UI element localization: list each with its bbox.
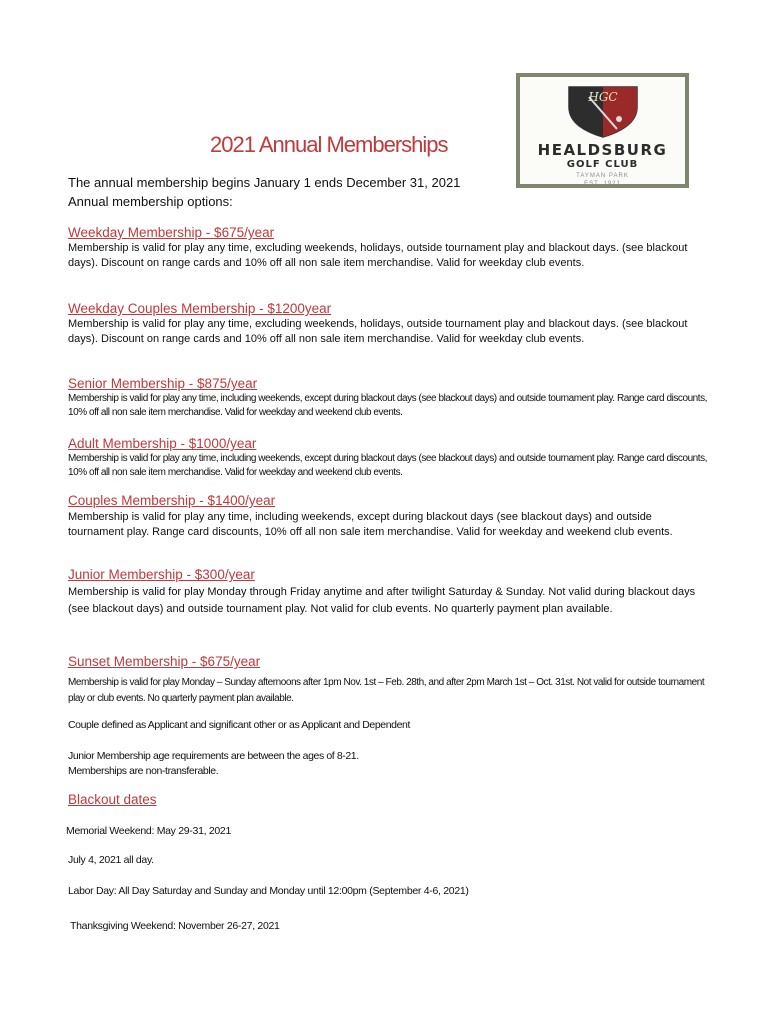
couples-membership-heading[interactable]: Couples Membership - $1400/year [68,493,276,508]
club-logo [516,73,689,188]
logo-subtitle: GOLF CLUB [566,159,639,170]
logo-est: EST. 1921 [584,181,621,187]
blackout-date-thanksgiving: Thanksgiving Weekend: November 26-27, 2021 [70,920,280,932]
weekday-couples-membership-heading[interactable]: Weekday Couples Membership - $1200year [68,301,332,316]
senior-membership-text: Membership is valid for play any time, including weekends, except during blackout days (see blackout days) and outside tournament play. Range card discounts, 10% off all non sale item merchandise. Valid for weekday and weekend club events. [68,393,707,418]
adult-membership-text: Membership is valid for play any time, including weekends, except during blackout days (see blackout days) and outside tournament play. Range card discounts, 10% off all non sale item merchandise. Valid for weekday and weekend club events. [68,453,707,478]
page-title: 2021 Annual Memberships [210,132,448,157]
weekday-couples-membership-text: Membership is valid for play any time, excluding weekends, holidays, outside tournament play and blackout days. (see blackout days). Discount on range cards and 10% off all non sale item merchandise. Valid for weekday club events. [68,318,688,345]
note-junior-age: Junior Membership age requirements are between the ages of 8-21. [68,750,359,762]
note-non-transferable: Memberships are non-transferable. [68,765,219,777]
sunset-membership-heading[interactable]: Sunset Membership - $675/year [68,654,261,669]
junior-membership-text: Membership is valid for play Monday through Friday anytime and after twilight Saturday & Sunday. Not valid during blackout days (see blackout days) and outside tournament play. Not valid for club events. No quarterly payment plan available. [68,586,696,615]
adult-membership-heading[interactable]: Adult Membership - $1000/year [68,436,257,451]
intro-line-1: The annual membership begins January 1 ends December 31, 2021 [68,175,461,190]
blackout-date-memorial: Memorial Weekend: May 29-31, 2021 [66,825,231,837]
sunset-membership-text: Membership is valid for play Monday – Sunday afternoons after 1pm Nov. 1st – Feb. 28th, and after 2pm March 1st – Oct. 31st. Not valid for outside tournament play or club events. No quarterly payment plan available. [68,677,705,704]
blackout-dates-heading[interactable]: Blackout dates [68,792,157,807]
junior-membership-heading[interactable]: Junior Membership - $300/year [68,567,255,582]
blackout-date-labor-day: Labor Day: All Day Saturday and Sunday and Monday until 12:00pm (September 4-6, 2021) [68,885,469,897]
couples-membership-text: Membership is valid for play any time, including weekends, except during blackout days (see blackout days) and outside tournament play. Range card discounts, 10% off all non sale item merchandise. Valid for weekday and weekend club events. [68,511,673,538]
svg-text:HGC: HGC [588,90,618,104]
note-couple-definition: Couple defined as Applicant and significant other or as Applicant and Dependent [68,719,410,731]
logo-name: HEALDSBURG [537,141,668,159]
intro-line-2: Annual membership options: [68,194,233,209]
weekday-membership-heading[interactable]: Weekday Membership - $675/year [68,225,275,240]
crest-icon [565,83,641,139]
logo-park: TAYMAN PARK [576,173,629,179]
weekday-membership-text: Membership is valid for play any time, excluding weekends, holidays, outside tournament play and blackout days. (see blackout days). Discount on range cards and 10% off all non sale item merchandise. Valid for weekday club events. [68,242,688,269]
blackout-date-july4: July 4, 2021 all day. [68,854,154,866]
senior-membership-heading[interactable]: Senior Membership - $875/year [68,376,258,391]
